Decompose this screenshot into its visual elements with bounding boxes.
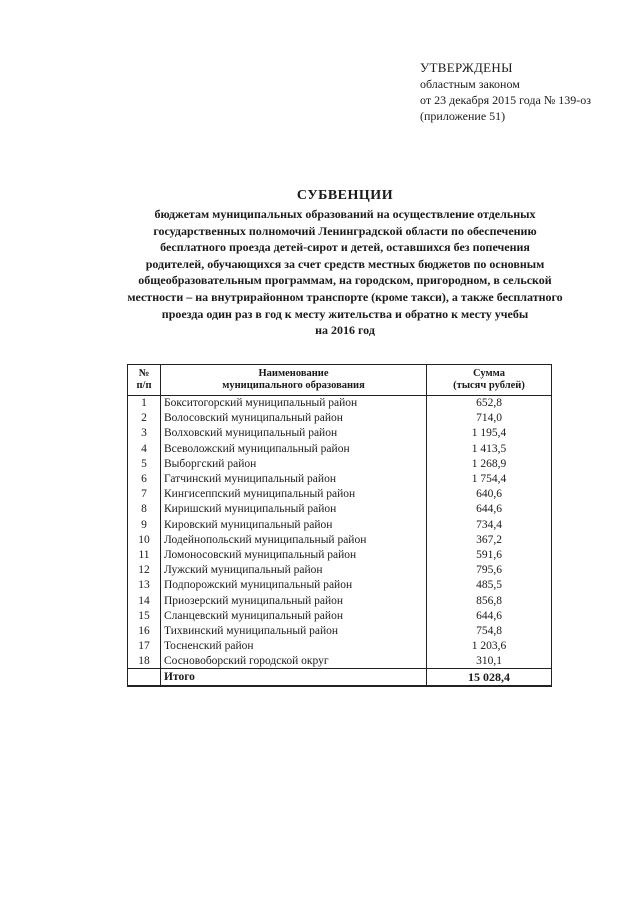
row-sum: 485,5 [427,578,552,593]
document-subtitle [110,206,580,339]
total-number-cell [128,669,161,687]
row-sum: 652,8 [427,396,552,411]
row-name: Лужский муниципальный район [161,563,427,578]
row-sum: 644,6 [427,608,552,623]
total-label: Итого [161,669,427,687]
subtitle-line: проезда один раз в год к месту жительства и обратно к месту учебы [161,306,529,321]
row-number: 17 [128,639,161,654]
row-number: 13 [128,578,161,593]
approval-law: областным законом [420,77,520,91]
row-sum: 367,2 [427,532,552,547]
header-number-line: № [138,368,150,379]
row-number: 14 [128,593,161,608]
row-name: Волховский муниципальный район [161,426,427,441]
total-sum: 15 028,4 [427,669,552,687]
row-name: Гатчинский муниципальный район [161,471,427,486]
subtitle-line: местности – на внутрирайонном транспорте (кроме такси), а также бесплатного [127,289,563,304]
table-row [128,578,552,593]
row-name: Киришский муниципальный район [161,502,427,517]
row-number: 8 [128,502,161,517]
row-sum: 1 754,4 [427,471,552,486]
row-name: Тосненский район [161,639,427,654]
document-title: СУБВЕНЦИИ [296,188,394,203]
header-sum-line: (тысяч рублей) [453,380,525,391]
row-name: Бокситогорский муниципальный район [161,396,427,411]
row-name: Лодейнопольский муниципальный район [161,532,427,547]
row-number: 11 [128,547,161,562]
row-number: 6 [128,471,161,486]
table-row [128,517,552,532]
table-row [128,563,552,578]
row-sum: 714,0 [427,411,552,426]
row-number: 3 [128,426,161,441]
approval-appendix: (приложение 51) [420,109,506,123]
row-sum: 795,6 [427,563,552,578]
row-number: 1 [128,396,161,411]
row-sum: 1 203,6 [427,639,552,654]
row-sum: 591,6 [427,547,552,562]
row-number: 15 [128,608,161,623]
row-number: 9 [128,517,161,532]
approval-heading: УТВЕРЖДЕНЫ [420,60,513,75]
row-name: Тихвинский муниципальный район [161,623,427,638]
table-row [128,456,552,471]
row-sum: 1 195,4 [427,426,552,441]
subtitle-line: бесплатного проезда детей-сирот и детей, оставшихся без попечения [160,240,530,255]
row-name: Выборгский район [161,456,427,471]
table-row [128,623,552,638]
table-row [128,411,552,426]
header-name-line: муниципального образования [222,380,365,391]
row-name: Кировский муниципальный район [161,517,427,532]
row-name: Приозерский муниципальный район [161,593,427,608]
table-row [128,487,552,502]
header-sum [427,365,552,396]
row-number: 12 [128,563,161,578]
total-row [128,669,552,687]
table-row [128,593,552,608]
row-name: Всеволожский муниципальный район [161,441,427,456]
header-name-line: Наименование [258,368,329,379]
header-sum-line: Сумма [473,368,505,379]
row-sum: 734,4 [427,517,552,532]
row-sum: 640,6 [427,487,552,502]
row-sum: 310,1 [427,654,552,669]
row-number: 5 [128,456,161,471]
subventions-table [127,364,552,687]
row-name: Сосновоборский городской округ [161,654,427,669]
table-row [128,396,552,411]
row-number: 7 [128,487,161,502]
subtitle-line: государственных полномочий Ленинградской области по обеспечению [153,223,537,238]
header-number [128,365,161,396]
table-row [128,639,552,654]
subtitle-line: на 2016 год [315,323,375,338]
row-name: Ломоносовский муниципальный район [161,547,427,562]
approval-stamp [420,60,630,124]
table-row [128,654,552,669]
table-row [128,471,552,486]
header-name [161,365,427,396]
row-name: Волосовский муниципальный район [161,411,427,426]
row-sum: 856,8 [427,593,552,608]
row-number: 4 [128,441,161,456]
table-row [128,608,552,623]
approval-date: от 23 декабря 2015 года № 139-оз [420,93,592,107]
table-body [128,396,552,687]
table-row [128,547,552,562]
row-number: 18 [128,654,161,669]
row-name: Подпорожский муниципальный район [161,578,427,593]
header-number-line: п/п [136,380,152,391]
subtitle-line: родителей, обучающихся за счет средств местных бюджетов по основным [145,256,545,271]
row-number: 16 [128,623,161,638]
row-name: Сланцевский муниципальный район [161,608,427,623]
row-name: Кингисеппский муниципальный район [161,487,427,502]
table-row [128,532,552,547]
row-sum: 754,8 [427,623,552,638]
subtitle-line: бюджетам муниципальных образований на осуществление отдельных [154,207,536,221]
table-row [128,502,552,517]
row-sum: 1 413,5 [427,441,552,456]
row-sum: 644,6 [427,502,552,517]
table-header-row [128,365,552,396]
row-number: 2 [128,411,161,426]
table-row [128,426,552,441]
subtitle-line: общеобразовательным программам, на городском, пригородном, в сельской [138,273,552,288]
row-sum: 1 268,9 [427,456,552,471]
row-number: 10 [128,532,161,547]
table-row [128,441,552,456]
